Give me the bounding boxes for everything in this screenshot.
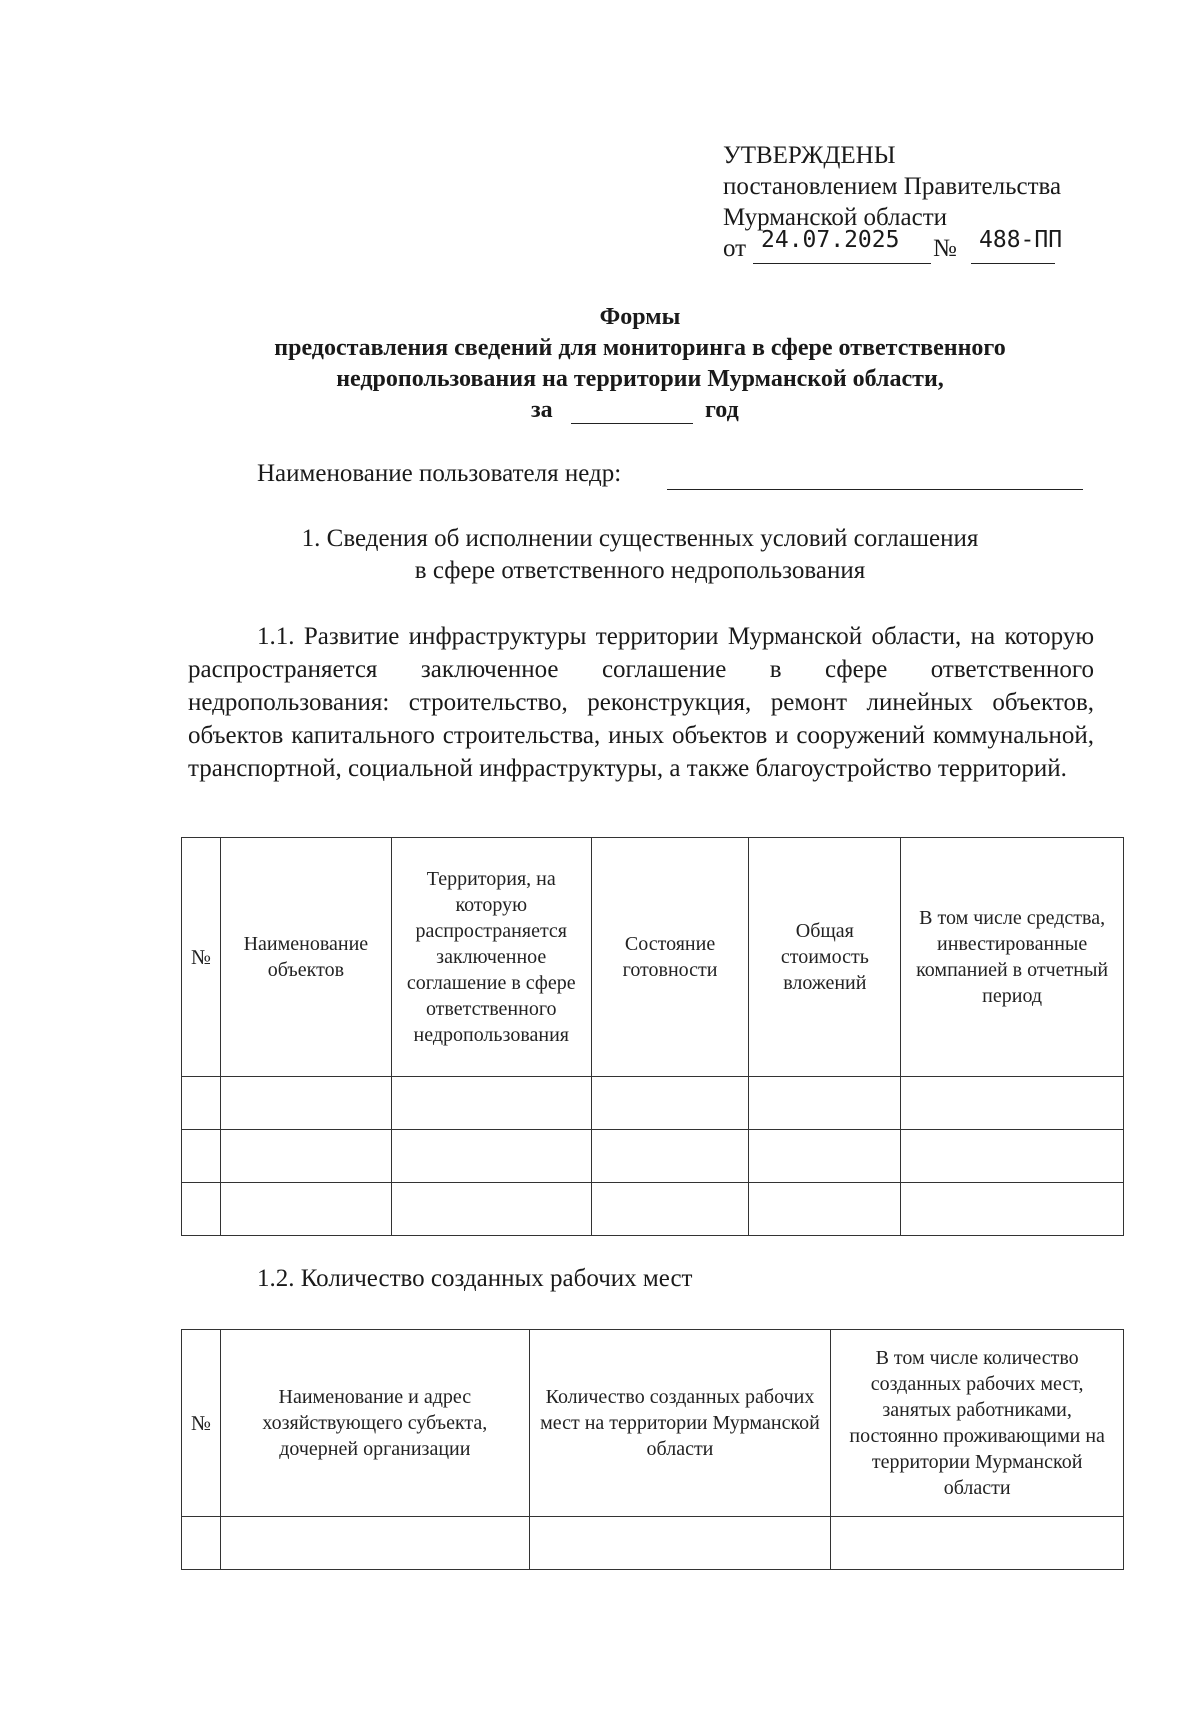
- infrastructure-table: [181, 837, 1124, 1236]
- table-cell[interactable]: [220, 1130, 391, 1183]
- table1-header-object-name: Наименование объектов: [220, 838, 391, 1077]
- document-title: [180, 302, 1100, 429]
- table-header-row: [182, 1330, 1124, 1517]
- table2-header-jobs-created: Количество созданных рабочих мест на территории Мурманской области: [529, 1330, 831, 1517]
- section-1-line-1: 1. Сведения об исполнении существенных условий соглашения: [301, 525, 979, 552]
- jobs-table: [181, 1329, 1124, 1570]
- table-cell[interactable]: [391, 1077, 591, 1130]
- table2-header-number: №: [182, 1330, 221, 1517]
- section-1-heading: [180, 523, 1100, 587]
- table-cell[interactable]: [220, 1517, 529, 1570]
- table-cell[interactable]: [591, 1183, 749, 1236]
- title-year-line: [180, 395, 1100, 429]
- table-cell[interactable]: [182, 1517, 221, 1570]
- table-header-row: [182, 838, 1124, 1077]
- number-label: №: [933, 235, 957, 262]
- table1-header-number: №: [182, 838, 221, 1077]
- subsoil-user-label: Наименование пользователя недр:: [257, 460, 622, 487]
- table-cell[interactable]: [591, 1077, 749, 1130]
- table2-header-local-jobs: В том числе количество созданных рабочих мест, занятых работниками, постоянно проживающими на территории Мурманской области: [831, 1330, 1124, 1517]
- table-cell[interactable]: [749, 1183, 901, 1236]
- approval-line-1: постановлением Правительства: [723, 173, 1062, 200]
- table1-header-total-cost: Общая стоимость вложений: [749, 838, 901, 1077]
- table-cell[interactable]: [901, 1130, 1124, 1183]
- table-cell[interactable]: [831, 1517, 1124, 1570]
- table-cell[interactable]: [901, 1077, 1124, 1130]
- approval-date-line: [723, 227, 1123, 267]
- table-cell[interactable]: [220, 1077, 391, 1130]
- table-cell[interactable]: [391, 1183, 591, 1236]
- approval-title: УТВЕРЖДЕНЫ: [723, 142, 896, 169]
- title-line-1: Формы: [599, 304, 681, 330]
- table1-header-invested: В том числе средства, инвестированные компанией в отчетный период: [901, 838, 1124, 1077]
- table-cell[interactable]: [182, 1130, 221, 1183]
- title-line-3: недропользования на территории Мурманской области,: [336, 366, 944, 392]
- table-cell[interactable]: [391, 1130, 591, 1183]
- approval-stamp: [723, 140, 1123, 267]
- table2-header-entity-name: Наименование и адрес хозяйствующего субъекта, дочерней организации: [220, 1330, 529, 1517]
- paragraph-1-1: 1.1. Развитие инфраструктуры территории Мурманской области, на которую распространяется заключенное соглашение в сфере ответственного недропользования: строительство, реконструкция, ремонт линейных объектов, объектов капитального строительства, иных объектов и сооружений коммунальной, транспортной, социальной инфраструктуры, а также благоустройство территорий.: [188, 623, 1094, 782]
- approval-line-2: Мурманской области: [723, 204, 948, 231]
- table-cell[interactable]: [220, 1183, 391, 1236]
- table-cell[interactable]: [749, 1077, 901, 1130]
- table1-header-territory: Территория, на которую распространяется заключенное соглашение в сфере ответственного недропользования: [391, 838, 591, 1077]
- table-row: [182, 1517, 1124, 1570]
- date-from-label: от: [723, 235, 747, 262]
- table-cell[interactable]: [182, 1183, 221, 1236]
- table1-header-readiness: Состояние готовности: [591, 838, 749, 1077]
- subheading-1-2: 1.2. Количество созданных рабочих мест: [257, 1265, 693, 1292]
- table-row: [182, 1183, 1124, 1236]
- table-cell[interactable]: [182, 1077, 221, 1130]
- table-cell[interactable]: [901, 1183, 1124, 1236]
- table-cell[interactable]: [749, 1130, 901, 1183]
- table-cell[interactable]: [591, 1130, 749, 1183]
- approval-number: 488-ПП: [979, 227, 1063, 253]
- approval-date: 24.07.2025: [761, 227, 900, 253]
- year-suffix: год: [705, 397, 739, 423]
- year-prefix: за: [531, 397, 553, 423]
- table-row: [182, 1130, 1124, 1183]
- table-row: [182, 1077, 1124, 1130]
- year-blank-field[interactable]: [571, 395, 693, 424]
- table-cell[interactable]: [529, 1517, 831, 1570]
- title-line-2: предоставления сведений для мониторинга в сфере ответственного: [274, 335, 1006, 361]
- section-1-line-2: в сфере ответственного недропользования: [414, 557, 866, 584]
- subsoil-user-blank-field[interactable]: [667, 462, 1083, 490]
